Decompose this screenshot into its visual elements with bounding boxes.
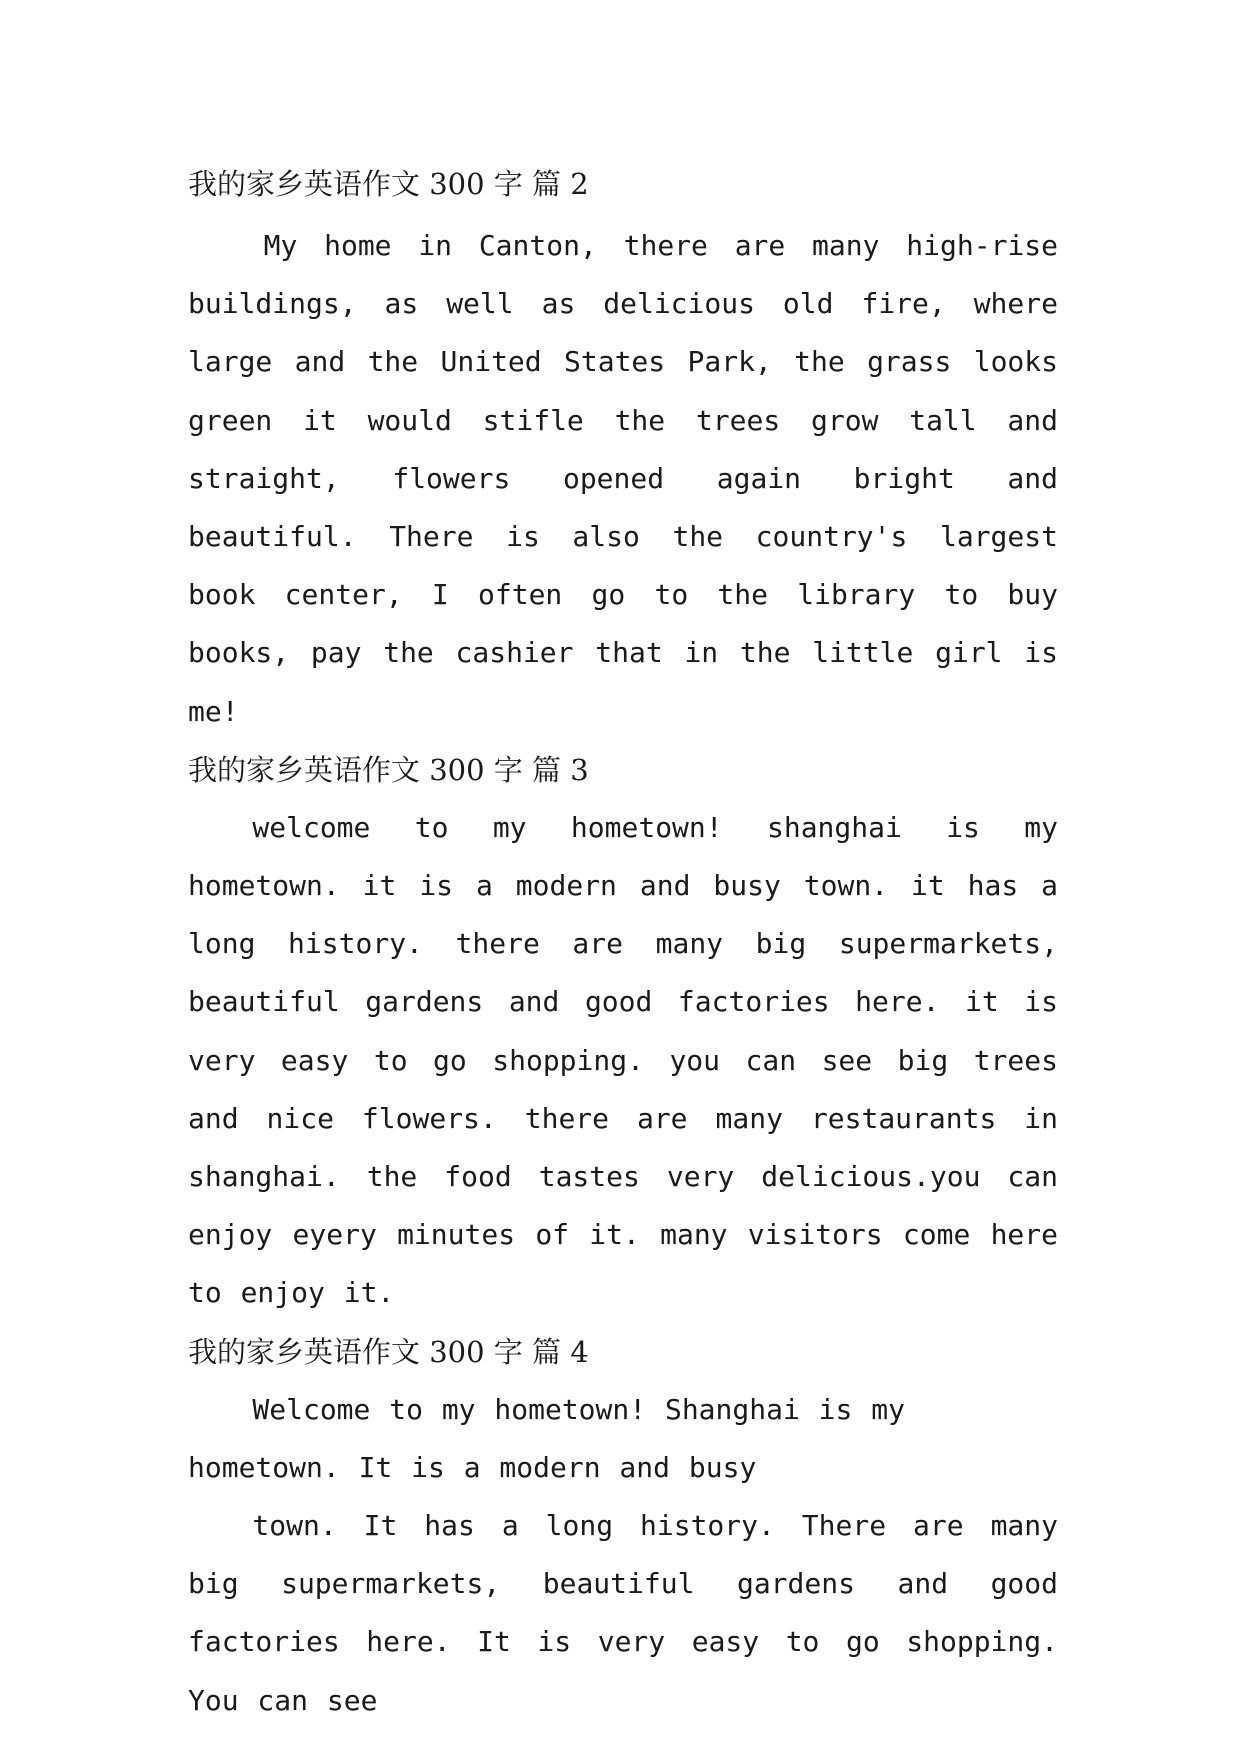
section-4-paragraph-1: Welcome to my hometown! Shanghai is my hometown. It is a modern and busy xyxy=(188,1392,905,1484)
section-2-paragraph: My home in Canton, there are many high-rise buildings, as well as delicious old fire, where large and the United States Park, the grass looks green it would stifle the trees grow tall and straight, flowers opened again bright and beautiful. There is also the country's largest book center, I often go to the library to buy books, pay the cashier that in the little girl is me! xyxy=(188,229,1058,728)
section-heading-2: 我的家乡英语作文 300 字 篇 2 xyxy=(188,167,589,201)
section-4-paragraph-2: town. It has a long history. There are many big supermarkets, beautiful gardens and good factories here. It is very easy to go shopping. You can see xyxy=(188,1509,1058,1717)
section-heading-3: 我的家乡英语作文 300 字 篇 3 xyxy=(188,752,589,787)
section-3-paragraph: welcome to my hometown! shanghai is my hometown. it is a modern and busy town. it has a long history. there are many big supermarkets, beautiful gardens and good factories here. it is very easy to go shopping. you can see big trees and nice flowers. there are many restaurants in shanghai. the food tastes very delicious.you can enjoy eyery minutes of it. many visitors come here to enjoy it. xyxy=(188,810,1058,1310)
document-page xyxy=(188,155,1058,1730)
section-heading-4: 我的家乡英语作文 300 字 篇 4 xyxy=(188,1334,589,1369)
